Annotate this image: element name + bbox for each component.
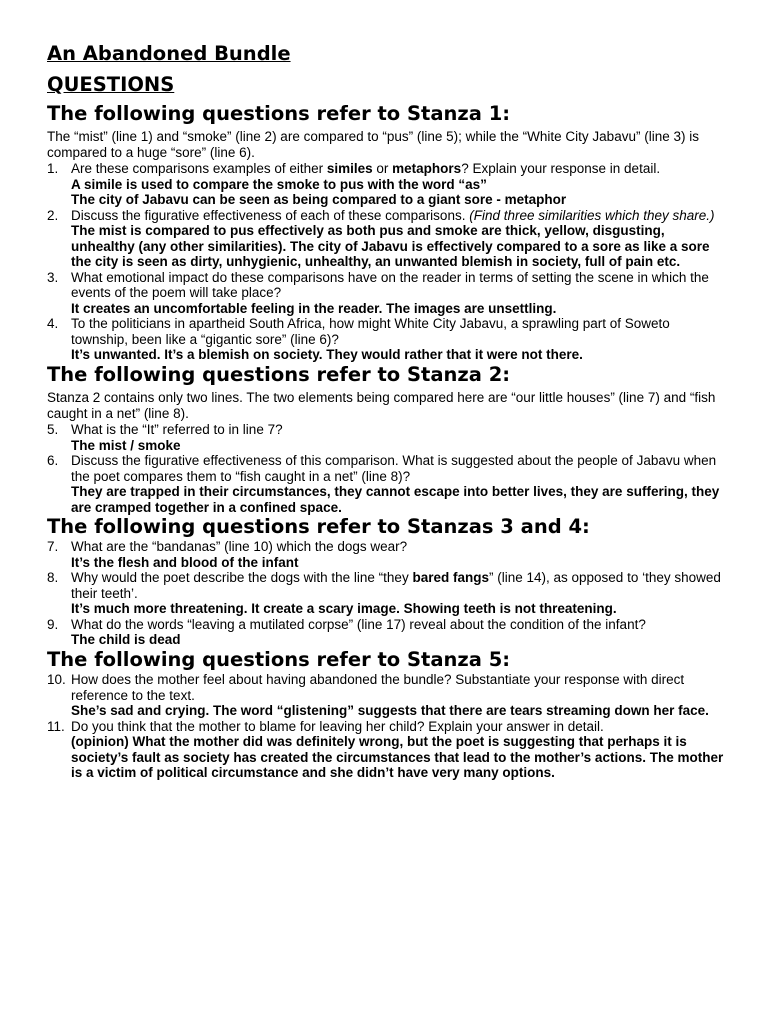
answer-line: They are trapped in their circumstances, they cannot escape into better lives, they are suffering, they are cramped together in a confined space.	[71, 484, 720, 515]
question-text-part: or	[372, 161, 393, 177]
question-text	[71, 719, 727, 735]
answer-line: The mist is compared to pus effectively as both pus and smoke are thick, yellow, disgusting, unhealthy (any other similarities). The city of Jabavu is effectively compared to a sore as like a sore the city is seen as dirty, unhygienic, unhealthy, an unwanted blemish in society, full of pain etc.	[71, 223, 710, 270]
answer-block	[71, 703, 727, 719]
question-number: 3.	[47, 269, 59, 285]
question-text	[71, 539, 727, 555]
question-body	[71, 208, 727, 270]
answer-line: (opinion) What the mother did was definitely wrong, but the poet is suggesting that perhaps it is society’s fault as society has created the circumstances that lead to the mother’s actions. The mother is a victim of political circumstance and she didn’t have very many options.	[71, 734, 724, 781]
question-text-part: What do the words “leaving a mutilated corpse” (line 17) reveal about the condition of the infant?	[71, 616, 646, 632]
question-number: 5.	[47, 422, 59, 438]
question-number: 4.	[47, 316, 59, 332]
question-body	[71, 453, 727, 515]
question-number: 2.	[47, 207, 59, 223]
answer-block	[71, 632, 727, 648]
question-text	[71, 422, 727, 438]
section-heading: The following questions refer to Stanza 1:	[47, 101, 511, 125]
question-body	[71, 422, 727, 453]
question-text-part: ? Explain your response in detail.	[461, 161, 661, 177]
question-text-part: What are the “bandanas” (line 10) which the dogs wear?	[71, 539, 408, 555]
question-keyword: bared fangs	[412, 570, 489, 586]
answer-line: The mist / smoke	[71, 437, 181, 453]
answer-line: It’s the flesh and blood of the infant	[71, 554, 299, 570]
answer-line: The city of Jabavu can be seen as being compared to a giant sore - metaphor	[71, 192, 567, 208]
question-number: 8.	[47, 570, 59, 586]
question-item	[47, 617, 727, 648]
question-text-part: Discuss the figurative effectiveness of each of these comparisons.	[71, 207, 470, 223]
question-text	[71, 161, 727, 177]
question-text-part: Are these comparisons examples of either	[71, 161, 327, 177]
question-body	[71, 672, 727, 719]
answer-line: She’s sad and crying. The word “glistening” suggests that there are tears streaming down her face.	[71, 703, 709, 719]
answer-block	[71, 601, 727, 617]
section-intro: The “mist” (line 1) and “smoke” (line 2) are compared to “pus” (line 5); while the “White City Jabavu” (line 3) is compared to a huge “sore” (line 6).	[47, 129, 699, 160]
question-text	[71, 208, 727, 224]
section-heading: The following questions refer to Stanza 5:	[47, 647, 511, 671]
answer-block	[71, 484, 727, 515]
question-text	[71, 270, 727, 301]
section-4	[47, 648, 727, 781]
section-2	[47, 363, 727, 515]
sections-container	[47, 102, 727, 781]
question-item	[47, 719, 727, 781]
question-item	[47, 672, 727, 719]
answer-block	[71, 301, 727, 317]
question-body	[71, 316, 727, 363]
question-text-part: What emotional impact do these comparisons have on the reader in terms of setting the scene in which the events of the poem will take place?	[71, 269, 709, 301]
answer-line: A simile is used to compare the smoke to pus with the word “as”	[71, 176, 487, 192]
question-body	[71, 617, 727, 648]
question-item	[47, 570, 727, 617]
question-text-part: What is the “It” referred to in line 7?	[71, 422, 283, 438]
answer-block	[71, 438, 727, 454]
question-text	[71, 316, 727, 347]
answer-line: It’s much more threatening. It create a scary image. Showing teeth is not threatening.	[71, 601, 617, 617]
question-number: 1.	[47, 161, 59, 177]
question-number: 11.	[47, 718, 65, 734]
question-body	[71, 570, 727, 617]
question-keyword: similes	[326, 161, 373, 177]
question-item	[47, 539, 727, 570]
question-text-part: Do you think that the mother to blame for leaving her child? Explain your answer in detail.	[71, 718, 604, 734]
question-text-part: How does the mother feel about having abandoned the bundle? Substantiate your response with direct reference to the text.	[71, 672, 685, 703]
question-text	[71, 617, 727, 633]
answer-block	[71, 734, 727, 781]
section-heading: The following questions refer to Stanzas 3 and 4:	[47, 515, 590, 539]
section-3	[47, 515, 727, 648]
answer-line: The child is dead	[71, 632, 181, 648]
question-body	[71, 539, 727, 570]
question-text-part: Why would the poet describe the dogs with the line “they	[71, 570, 413, 586]
answer-block	[71, 555, 727, 571]
document-title: An Abandoned Bundle	[47, 42, 291, 65]
answer-block	[71, 177, 727, 208]
question-text-part: ” (line 14), as opposed to ‘they showed their teeth’.	[71, 570, 721, 601]
question-item	[47, 270, 727, 317]
answer-block	[71, 223, 727, 270]
question-item	[47, 208, 727, 270]
question-number: 9.	[47, 616, 59, 632]
question-body	[71, 270, 727, 317]
question-keyword: metaphors	[392, 161, 462, 177]
question-item	[47, 422, 727, 453]
question-body	[71, 719, 727, 781]
question-text	[71, 453, 727, 484]
question-text	[71, 570, 727, 601]
answer-line: It creates an uncomfortable feeling in the reader. The images are unsettling.	[71, 300, 557, 316]
question-number: 7.	[47, 539, 59, 555]
section-heading: The following questions refer to Stanza 2:	[47, 362, 511, 386]
section-1	[47, 102, 727, 363]
question-note: (Find three similarities which they share.)	[469, 207, 715, 223]
question-text	[71, 672, 727, 703]
question-text-part: Discuss the figurative effectiveness of this comparison. What is suggested about the people of Jabavu when the poet compares them to “fish caught in a net” (line 8)?	[71, 453, 717, 484]
question-body	[71, 161, 727, 208]
question-text-part: To the politicians in apartheid South Africa, how might White City Jabavu, a sprawling part of Soweto township, been like a “gigantic sore” (line 6)?	[71, 316, 670, 347]
section-intro: Stanza 2 contains only two lines. The two elements being compared here are “our little houses” (line 7) and “fish caught in a net” (line 8).	[47, 390, 716, 421]
answer-block	[71, 347, 727, 363]
answer-line: It’s unwanted. It’s a blemish on society. They would rather that it were not there.	[71, 347, 583, 363]
worksheet	[47, 42, 727, 781]
question-number: 6.	[47, 453, 59, 469]
question-number: 10.	[47, 672, 66, 688]
questions-heading: QUESTIONS	[47, 73, 175, 97]
question-item	[47, 316, 727, 363]
question-item	[47, 453, 727, 515]
question-item	[47, 161, 727, 208]
